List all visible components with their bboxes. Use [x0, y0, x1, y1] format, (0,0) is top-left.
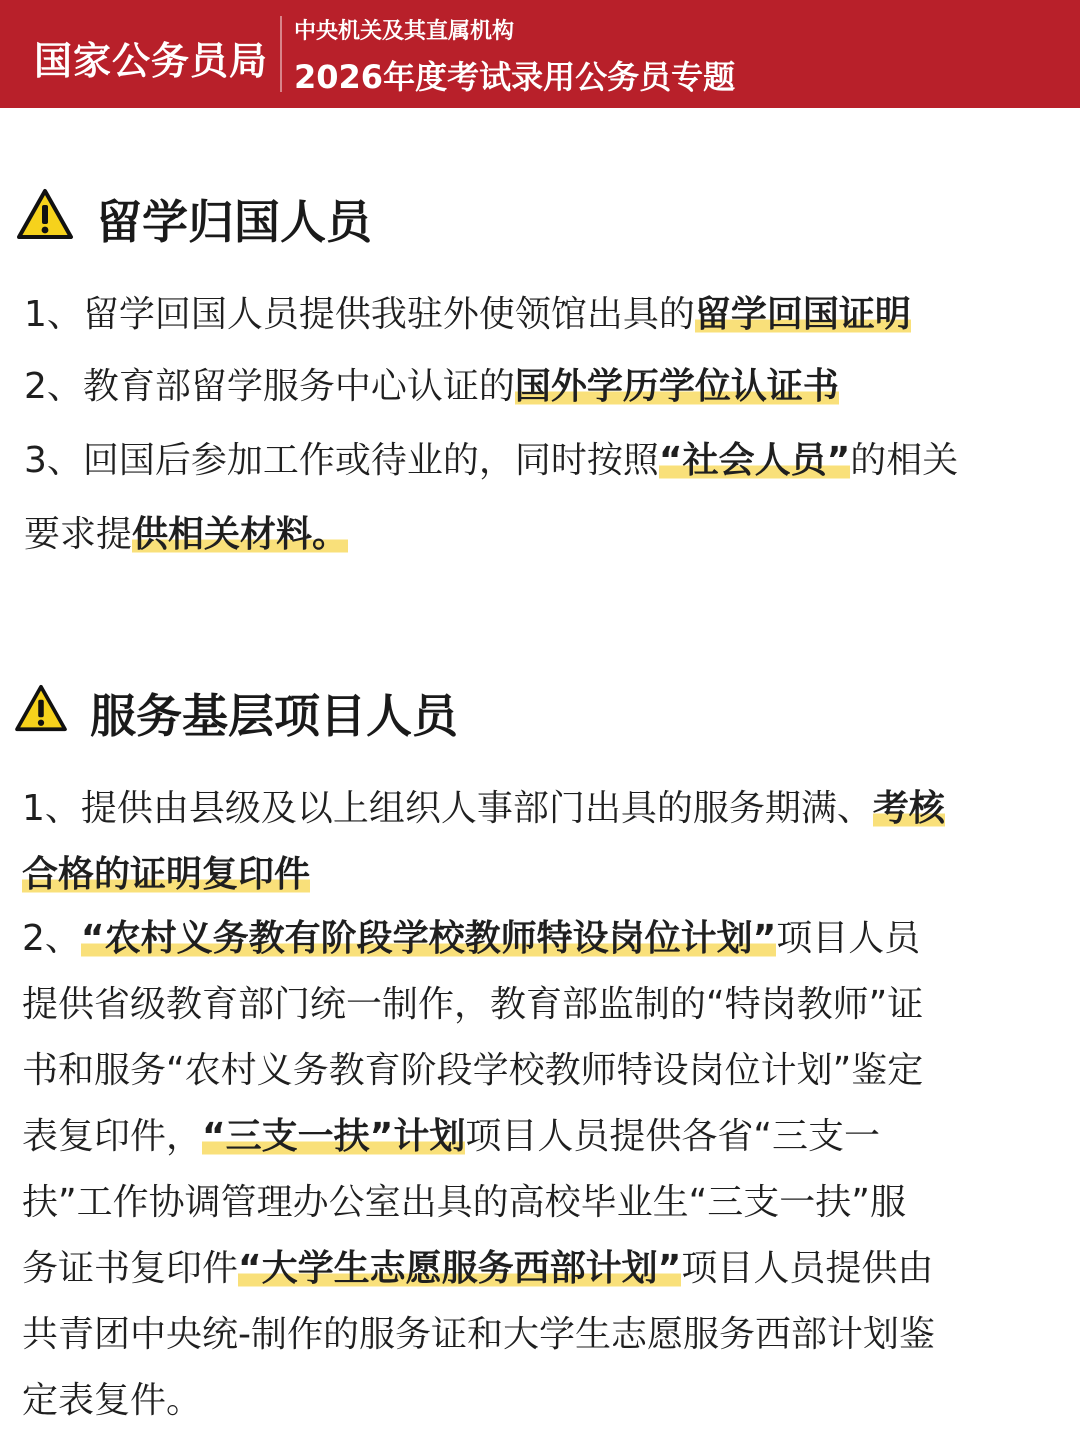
section-title-text: 服务基层项目人员 — [90, 689, 458, 743]
text: 项目人员提供各省“三支一 — [465, 1116, 880, 1157]
section-title-returnees — [16, 186, 372, 252]
text: 1、留学回国人员提供我驻外使领馆出具的 — [24, 294, 695, 335]
warning-icon — [16, 188, 74, 251]
paragraph-grassroots-2 — [22, 906, 1062, 1434]
text: 项目人员提供由 — [681, 1248, 934, 1289]
highlight-text: “三支一扶”计划 — [202, 1116, 466, 1157]
text-line: 共青团中央统-制作的服务证和大学生志愿服务西部计划鉴 — [22, 1314, 935, 1355]
text-line: 定表复件。 — [22, 1380, 203, 1421]
text: 表复印件， — [22, 1116, 203, 1157]
header-title: 2026年度考试录用公务员专题 — [294, 58, 736, 96]
paragraph-grassroots-1 — [22, 776, 1062, 908]
text-line: 书和服务“农村义务教育阶段学校教师特设岗位计划”鉴定 — [22, 1050, 924, 1091]
highlight-text: “社会人员” — [658, 440, 851, 481]
highlight-text: “农村义务教有阶段学校教师特设岗位计划” — [80, 918, 777, 959]
highlight-text: 留学回国证明 — [694, 294, 911, 335]
text: 3、回国后参加工作或待业的，同时按照 — [24, 440, 659, 481]
header-banner — [0, 0, 1080, 108]
highlight-text: 国外学历学位认证书 — [514, 366, 839, 407]
text-line: 扶”工作协调管理办公室出具的高校毕业生“三支一扶”服 — [22, 1182, 906, 1223]
text: 项目人员 — [776, 918, 921, 959]
paragraph-returnees-1 — [24, 282, 1064, 348]
highlight-text: 供相关材料。 — [132, 514, 349, 555]
highlight-text: 考核 — [872, 788, 945, 829]
text: 务证书复印件 — [22, 1248, 239, 1289]
header-subtitle: 中央机关及其直属机构 — [294, 19, 515, 44]
header-divider — [280, 16, 282, 92]
text-line: 提供省级教育部门统一制作，教育部监制的“特岗教师”证 — [22, 984, 924, 1025]
text: 1、提供由县级及以上组织人事部门出具的服务期满、 — [22, 788, 873, 829]
text: 2、教育部留学服务中心认证的 — [24, 366, 515, 407]
text: 要求提 — [24, 514, 133, 555]
section-title-grassroots — [14, 680, 458, 746]
highlight-text: “大学生志愿服务西部计划” — [238, 1248, 682, 1289]
section-title-text: 留学归国人员 — [96, 195, 372, 249]
warning-icon — [14, 684, 68, 743]
paragraph-returnees-3 — [24, 428, 1064, 568]
highlight-text: 合格的证明复印件 — [22, 854, 311, 895]
text: 的相关 — [850, 440, 959, 481]
paragraph-returnees-2 — [24, 354, 1064, 420]
text: 2、 — [22, 918, 81, 959]
org-name: 国家公务员局 — [34, 39, 269, 83]
